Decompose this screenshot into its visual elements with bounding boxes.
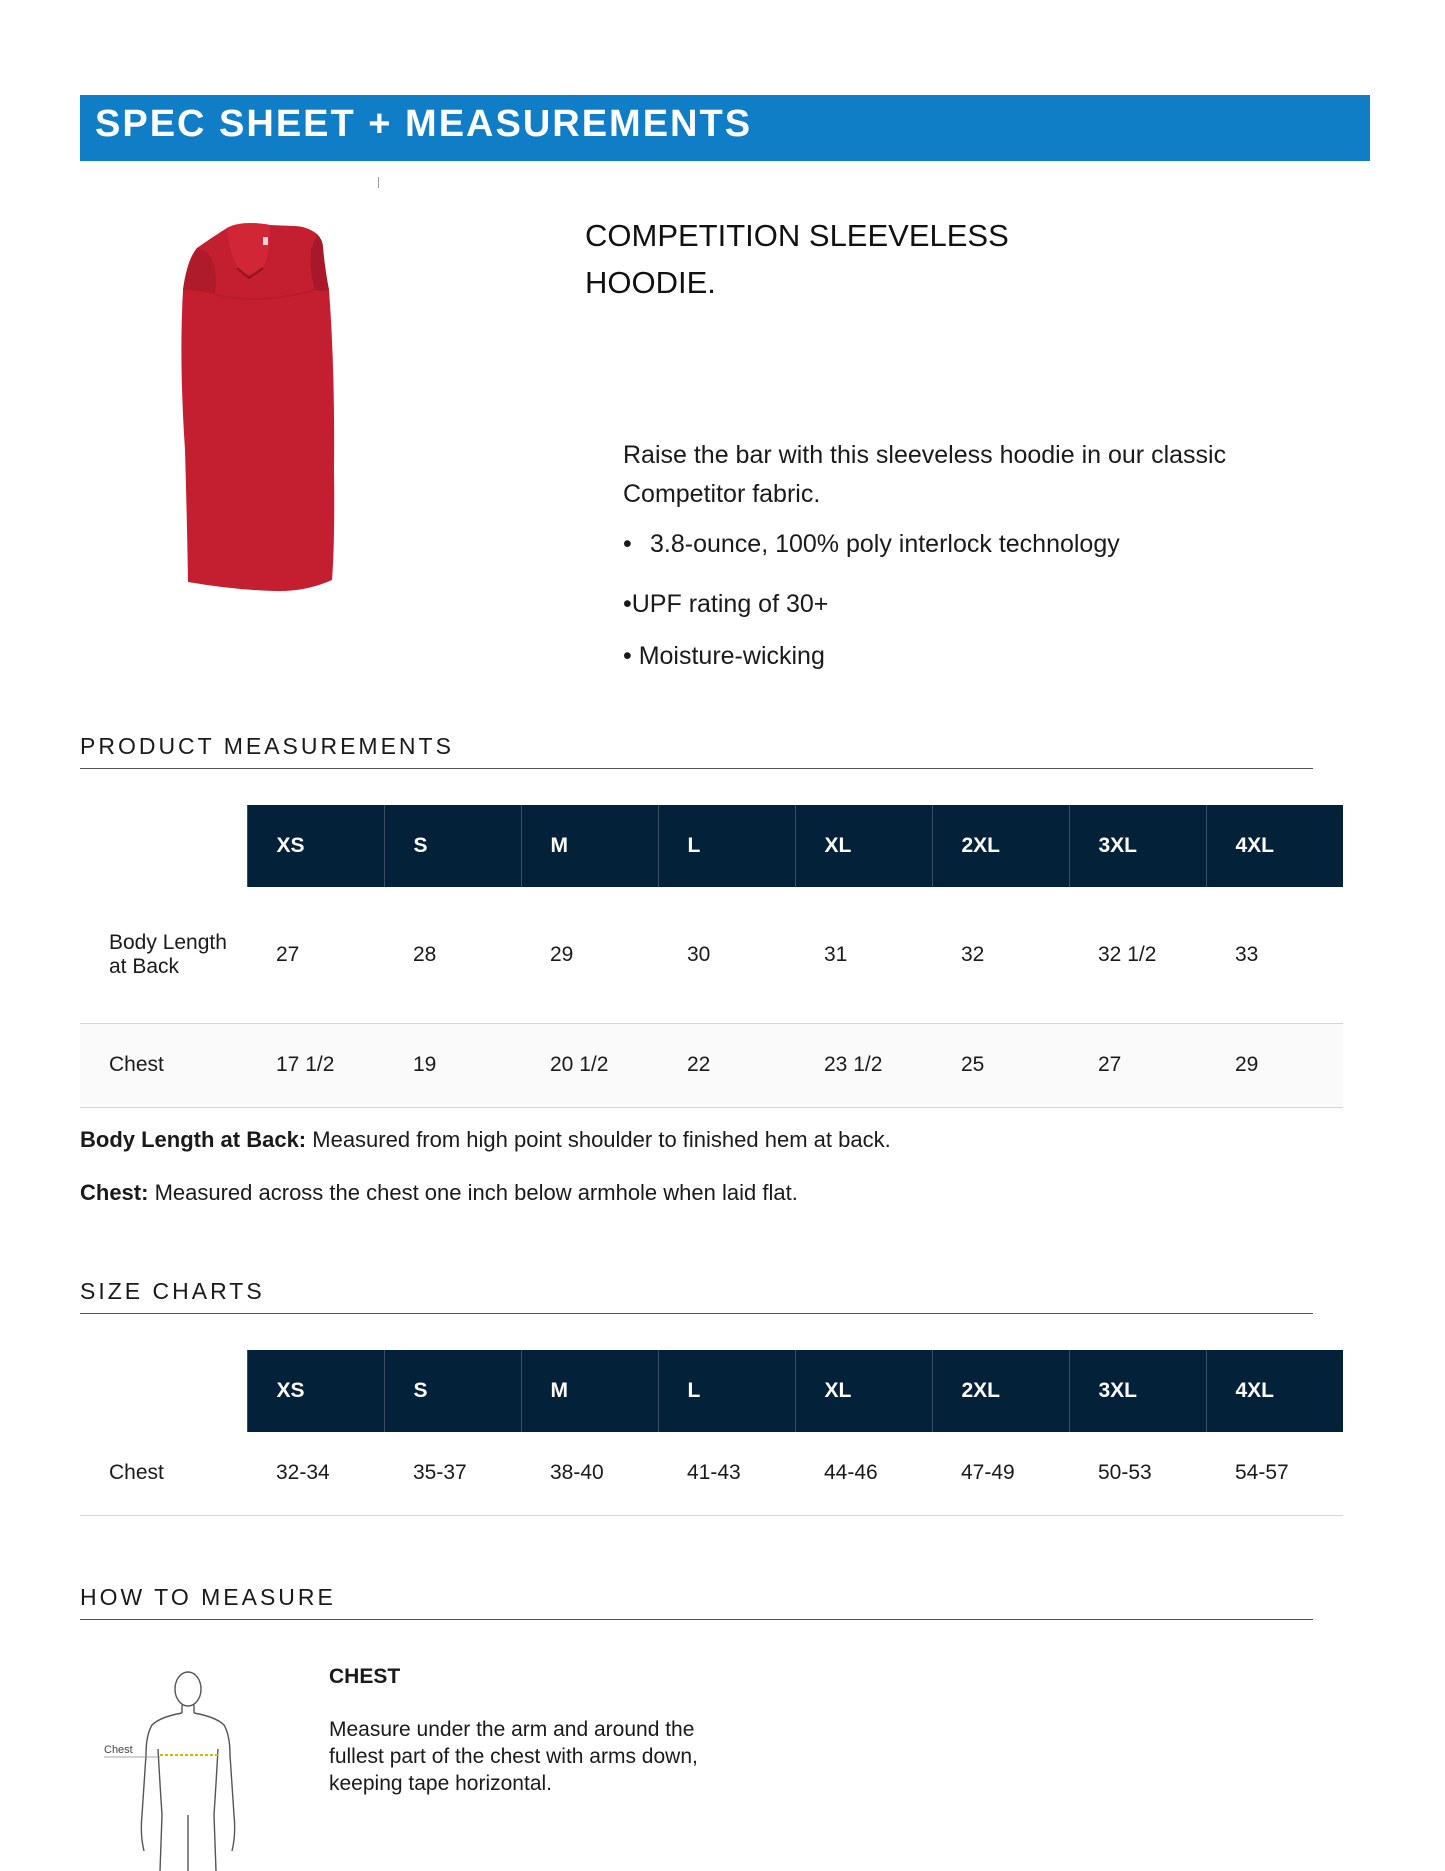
size-header-row <box>80 805 1343 887</box>
feature-bullet: • Moisture-wicking <box>623 642 825 670</box>
size-header-cell: S <box>384 805 521 887</box>
red-sleeveless-hoodie-image <box>175 220 380 595</box>
bullet-marker: • <box>623 530 632 558</box>
table-cell: 28 <box>384 887 521 1023</box>
table-cell: 41-43 <box>658 1432 795 1515</box>
note-term: Body Length at Back: <box>80 1127 307 1152</box>
feature-bullet: •UPF rating of 30+ <box>623 590 829 618</box>
note-term: Chest: <box>80 1180 149 1205</box>
size-header-cell: XL <box>795 1350 932 1432</box>
section-rule <box>80 768 1313 769</box>
feature-text: 3.8-ounce, 100% poly interlock technology <box>650 530 1120 558</box>
body-outline-chest-diagram <box>100 1665 250 1871</box>
section-heading-size-charts: SIZE CHARTS <box>80 1278 265 1304</box>
product-name-line2: HOODIE. <box>585 265 716 300</box>
row-label: Chest <box>80 1023 247 1107</box>
section-heading-how-to-measure: HOW TO MEASURE <box>80 1584 336 1610</box>
size-header-cell: XS <box>247 805 384 887</box>
size-header-cell: XL <box>795 805 932 887</box>
note-text: Measured from high point shoulder to finished hem at back. <box>306 1127 891 1152</box>
size-chart-table <box>80 1350 1343 1516</box>
table-cell: 25 <box>932 1023 1069 1107</box>
table-cell: 20 1/2 <box>521 1023 658 1107</box>
table-cell: 35-37 <box>384 1432 521 1515</box>
table-cell: 23 1/2 <box>795 1023 932 1107</box>
table-row <box>80 1432 1343 1515</box>
size-header-cell: 2XL <box>932 805 1069 887</box>
table-cell: 32 <box>932 887 1069 1023</box>
size-header-cell: L <box>658 1350 795 1432</box>
table-cell: 54-57 <box>1206 1432 1343 1515</box>
table-cell: 17 1/2 <box>247 1023 384 1107</box>
table-cell: 27 <box>247 887 384 1023</box>
product-description: Raise the bar with this sleeveless hoodie in our classic Competitor fabric. <box>623 441 1227 508</box>
table-cell: 29 <box>1206 1023 1343 1107</box>
measurement-note <box>80 1127 891 1153</box>
size-header-cell: M <box>521 805 658 887</box>
size-header-cell: 4XL <box>1206 805 1343 887</box>
product-name-line1: COMPETITION SLEEVELESS <box>585 218 1009 253</box>
table-cell: 19 <box>384 1023 521 1107</box>
table-cell: 31 <box>795 887 932 1023</box>
header-blank-cell <box>80 805 247 887</box>
size-header-cell: M <box>521 1350 658 1432</box>
section-heading-product-measurements: PRODUCT MEASUREMENTS <box>80 733 454 759</box>
size-header-cell: 2XL <box>932 1350 1069 1432</box>
table-cell: 50-53 <box>1069 1432 1206 1515</box>
chest-instruction-title: CHEST <box>329 1665 401 1688</box>
table-cell: 32 1/2 <box>1069 887 1206 1023</box>
section-rule <box>80 1619 1313 1620</box>
section-rule <box>80 1313 1313 1314</box>
table-cell: 38-40 <box>521 1432 658 1515</box>
table-cell: 30 <box>658 887 795 1023</box>
product-name <box>585 212 1185 306</box>
table-cell: 29 <box>521 887 658 1023</box>
feature-bullet <box>623 530 1120 559</box>
table-cell: 32-34 <box>247 1432 384 1515</box>
table-cell: 22 <box>658 1023 795 1107</box>
table-cell: 44-46 <box>795 1432 932 1515</box>
row-label: Chest <box>80 1432 247 1515</box>
measurement-note <box>80 1180 798 1206</box>
size-header-cell: 3XL <box>1069 1350 1206 1432</box>
row-label: Body Length at Back <box>80 887 247 1023</box>
header-banner <box>80 95 1370 161</box>
size-header-cell: L <box>658 805 795 887</box>
figure-chest-label: Chest <box>104 1744 133 1756</box>
table-cell: 47-49 <box>932 1432 1069 1515</box>
table-row <box>80 887 1343 1023</box>
size-header-cell: S <box>384 1350 521 1432</box>
table-cell: 33 <box>1206 887 1343 1023</box>
size-header-cell: XS <box>247 1350 384 1432</box>
page-title: SPEC SHEET + MEASUREMENTS <box>95 103 753 145</box>
table-row <box>80 1023 1343 1107</box>
size-header-cell: 3XL <box>1069 805 1206 887</box>
chest-instruction-text: Measure under the arm and around the fullest part of the chest with arms down, keeping tape horizontal. <box>329 1718 698 1795</box>
product-measurements-table <box>80 805 1343 1108</box>
divider-tick <box>378 177 379 188</box>
table-cell: 27 <box>1069 1023 1206 1107</box>
size-header-row <box>80 1350 1343 1432</box>
header-blank-cell <box>80 1350 247 1432</box>
note-text: Measured across the chest one inch below armhole when laid flat. <box>148 1180 798 1205</box>
size-header-cell: 4XL <box>1206 1350 1343 1432</box>
